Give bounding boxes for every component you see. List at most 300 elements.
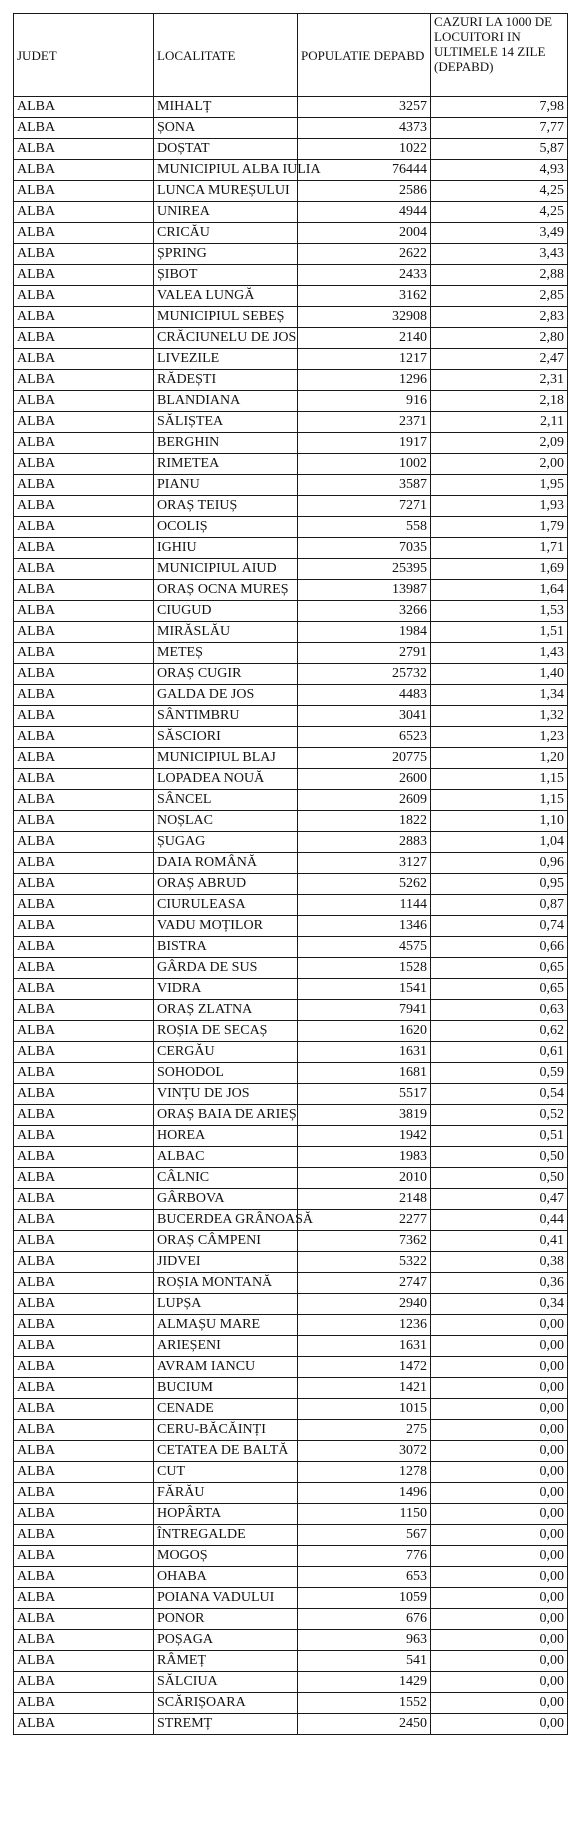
cell-populatie: 3127 — [298, 853, 431, 874]
table-row — [14, 685, 568, 706]
cell-cazuri: 1,20 — [431, 748, 568, 769]
cell-populatie: 1144 — [298, 895, 431, 916]
table-row — [14, 727, 568, 748]
cell-populatie: 2609 — [298, 790, 431, 811]
cell-localitate: RĂDEȘTI — [154, 370, 298, 391]
cell-localitate: CÂLNIC — [154, 1168, 298, 1189]
table-row — [14, 517, 568, 538]
table-row — [14, 1336, 568, 1357]
cell-populatie: 1015 — [298, 1399, 431, 1420]
cell-judet: ALBA — [14, 853, 154, 874]
cell-localitate: CETATEA DE BALTĂ — [154, 1441, 298, 1462]
cell-judet: ALBA — [14, 1063, 154, 1084]
cell-cazuri: 2,31 — [431, 370, 568, 391]
cell-localitate: MOGOȘ — [154, 1546, 298, 1567]
cell-judet: ALBA — [14, 517, 154, 538]
cell-judet: ALBA — [14, 1525, 154, 1546]
cell-populatie: 1472 — [298, 1357, 431, 1378]
cell-populatie: 4483 — [298, 685, 431, 706]
table-row — [14, 706, 568, 727]
cell-cazuri: 1,40 — [431, 664, 568, 685]
cell-cazuri: 0,38 — [431, 1252, 568, 1273]
cell-localitate: ORAȘ CUGIR — [154, 664, 298, 685]
table-row — [14, 1651, 568, 1672]
cell-localitate: MIRĂSLĂU — [154, 622, 298, 643]
table-row — [14, 1504, 568, 1525]
table-row — [14, 559, 568, 580]
cell-cazuri: 1,15 — [431, 769, 568, 790]
table-row — [14, 412, 568, 433]
table-row — [14, 769, 568, 790]
cell-cazuri: 0,00 — [431, 1714, 568, 1735]
cell-populatie: 1217 — [298, 349, 431, 370]
cell-cazuri: 3,49 — [431, 223, 568, 244]
header-row — [14, 14, 568, 97]
table-row — [14, 1672, 568, 1693]
cell-localitate: PONOR — [154, 1609, 298, 1630]
cell-judet: ALBA — [14, 1378, 154, 1399]
cell-localitate: IGHIU — [154, 538, 298, 559]
cell-localitate: ȘONA — [154, 118, 298, 139]
cell-judet: ALBA — [14, 706, 154, 727]
cell-localitate: CIUGUD — [154, 601, 298, 622]
cell-cazuri: 0,63 — [431, 1000, 568, 1021]
cell-cazuri: 0,00 — [431, 1609, 568, 1630]
cell-localitate: MUNICIPIUL AIUD — [154, 559, 298, 580]
table-row — [14, 1378, 568, 1399]
cell-localitate: GALDA DE JOS — [154, 685, 298, 706]
table-body — [14, 97, 568, 1735]
table-row — [14, 664, 568, 685]
cell-localitate: ALMAȘU MARE — [154, 1315, 298, 1336]
cell-cazuri: 0,61 — [431, 1042, 568, 1063]
cell-cazuri: 1,51 — [431, 622, 568, 643]
cell-populatie: 5517 — [298, 1084, 431, 1105]
cell-cazuri: 1,79 — [431, 517, 568, 538]
cell-judet: ALBA — [14, 1672, 154, 1693]
table-row — [14, 895, 568, 916]
cell-populatie: 4373 — [298, 118, 431, 139]
cell-populatie: 7271 — [298, 496, 431, 517]
cell-cazuri: 1,71 — [431, 538, 568, 559]
cell-cazuri: 0,34 — [431, 1294, 568, 1315]
cell-cazuri: 0,00 — [431, 1651, 568, 1672]
table-row — [14, 118, 568, 139]
cell-populatie: 32908 — [298, 307, 431, 328]
cell-populatie: 13987 — [298, 580, 431, 601]
cell-localitate: GÂRDA DE SUS — [154, 958, 298, 979]
cell-cazuri: 0,65 — [431, 958, 568, 979]
covid-incidence-table — [13, 13, 568, 1735]
table-row — [14, 853, 568, 874]
cell-populatie: 3072 — [298, 1441, 431, 1462]
cell-populatie: 1496 — [298, 1483, 431, 1504]
cell-judet: ALBA — [14, 454, 154, 475]
table-row — [14, 496, 568, 517]
cell-judet: ALBA — [14, 685, 154, 706]
cell-localitate: BISTRA — [154, 937, 298, 958]
cell-localitate: ORAȘ CÂMPENI — [154, 1231, 298, 1252]
cell-populatie: 2600 — [298, 769, 431, 790]
cell-localitate: ARIEȘENI — [154, 1336, 298, 1357]
cell-cazuri: 2,00 — [431, 454, 568, 475]
cell-judet: ALBA — [14, 1714, 154, 1735]
cell-populatie: 1984 — [298, 622, 431, 643]
cell-cazuri: 0,44 — [431, 1210, 568, 1231]
cell-judet: ALBA — [14, 895, 154, 916]
cell-localitate: MUNICIPIUL ALBA IULIA — [154, 160, 298, 181]
cell-populatie: 2277 — [298, 1210, 431, 1231]
cell-judet: ALBA — [14, 202, 154, 223]
cell-localitate: VINȚU DE JOS — [154, 1084, 298, 1105]
table-row — [14, 265, 568, 286]
cell-populatie: 1528 — [298, 958, 431, 979]
table-row — [14, 1609, 568, 1630]
table-row — [14, 328, 568, 349]
table-row — [14, 1483, 568, 1504]
cell-populatie: 1296 — [298, 370, 431, 391]
cell-populatie: 3041 — [298, 706, 431, 727]
cell-cazuri: 2,47 — [431, 349, 568, 370]
cell-populatie: 2622 — [298, 244, 431, 265]
cell-cazuri: 0,87 — [431, 895, 568, 916]
cell-populatie: 2791 — [298, 643, 431, 664]
cell-populatie: 20775 — [298, 748, 431, 769]
cell-populatie: 7362 — [298, 1231, 431, 1252]
cell-populatie: 1278 — [298, 1462, 431, 1483]
cell-localitate: POȘAGA — [154, 1630, 298, 1651]
cell-localitate: SÂNCEL — [154, 790, 298, 811]
cell-cazuri: 1,10 — [431, 811, 568, 832]
cell-localitate: ORAȘ ABRUD — [154, 874, 298, 895]
table-row — [14, 160, 568, 181]
cell-cazuri: 4,25 — [431, 202, 568, 223]
cell-judet: ALBA — [14, 1420, 154, 1441]
cell-populatie: 2148 — [298, 1189, 431, 1210]
cell-localitate: CRICĂU — [154, 223, 298, 244]
cell-localitate: MIHALȚ — [154, 97, 298, 118]
cell-localitate: DOȘTAT — [154, 139, 298, 160]
header-populatie: POPULATIE DEPABD — [298, 14, 431, 97]
cell-judet: ALBA — [14, 622, 154, 643]
cell-localitate: ÎNTREGALDE — [154, 1525, 298, 1546]
cell-localitate: MUNICIPIUL SEBEȘ — [154, 307, 298, 328]
cell-localitate: RÂMEȚ — [154, 1651, 298, 1672]
cell-judet: ALBA — [14, 916, 154, 937]
cell-cazuri: 0,74 — [431, 916, 568, 937]
cell-cazuri: 0,47 — [431, 1189, 568, 1210]
cell-localitate: OCOLIȘ — [154, 517, 298, 538]
cell-judet: ALBA — [14, 1315, 154, 1336]
cell-judet: ALBA — [14, 1042, 154, 1063]
cell-judet: ALBA — [14, 181, 154, 202]
cell-localitate: CENADE — [154, 1399, 298, 1420]
cell-judet: ALBA — [14, 1189, 154, 1210]
table-row — [14, 1525, 568, 1546]
cell-cazuri: 1,93 — [431, 496, 568, 517]
table-row — [14, 181, 568, 202]
cell-populatie: 2010 — [298, 1168, 431, 1189]
cell-judet: ALBA — [14, 97, 154, 118]
cell-cazuri: 0,00 — [431, 1315, 568, 1336]
cell-populatie: 4944 — [298, 202, 431, 223]
cell-localitate: ȘPRING — [154, 244, 298, 265]
cell-judet: ALBA — [14, 265, 154, 286]
cell-populatie: 6523 — [298, 727, 431, 748]
cell-judet: ALBA — [14, 1693, 154, 1714]
table-row — [14, 1147, 568, 1168]
cell-populatie: 653 — [298, 1567, 431, 1588]
table-header — [14, 14, 568, 97]
cell-cazuri: 0,54 — [431, 1084, 568, 1105]
cell-cazuri: 0,00 — [431, 1462, 568, 1483]
table-row — [14, 1399, 568, 1420]
cell-judet: ALBA — [14, 1000, 154, 1021]
table-row — [14, 97, 568, 118]
cell-populatie: 3587 — [298, 475, 431, 496]
table-row — [14, 244, 568, 265]
cell-cazuri: 0,50 — [431, 1147, 568, 1168]
cell-cazuri: 0,65 — [431, 979, 568, 1000]
cell-populatie: 2450 — [298, 1714, 431, 1735]
table-row — [14, 307, 568, 328]
cell-cazuri: 2,85 — [431, 286, 568, 307]
table-row — [14, 1693, 568, 1714]
cell-cazuri: 3,43 — [431, 244, 568, 265]
cell-judet: ALBA — [14, 475, 154, 496]
cell-judet: ALBA — [14, 748, 154, 769]
cell-cazuri: 0,00 — [431, 1504, 568, 1525]
table-row — [14, 622, 568, 643]
cell-judet: ALBA — [14, 1294, 154, 1315]
table-row — [14, 1420, 568, 1441]
cell-populatie: 3257 — [298, 97, 431, 118]
cell-cazuri: 2,09 — [431, 433, 568, 454]
cell-cazuri: 2,80 — [431, 328, 568, 349]
cell-localitate: HOPÂRTA — [154, 1504, 298, 1525]
cell-cazuri: 0,66 — [431, 937, 568, 958]
table-row — [14, 1588, 568, 1609]
cell-localitate: STREMȚ — [154, 1714, 298, 1735]
table-row — [14, 958, 568, 979]
cell-localitate: SÂNTIMBRU — [154, 706, 298, 727]
cell-judet: ALBA — [14, 1630, 154, 1651]
cell-cazuri: 0,00 — [431, 1630, 568, 1651]
table-row — [14, 475, 568, 496]
cell-cazuri: 0,96 — [431, 853, 568, 874]
cell-localitate: POIANA VADULUI — [154, 1588, 298, 1609]
cell-localitate: SCĂRIȘOARA — [154, 1693, 298, 1714]
cell-cazuri: 0,00 — [431, 1441, 568, 1462]
cell-localitate: SĂLIȘTEA — [154, 412, 298, 433]
cell-cazuri: 0,52 — [431, 1105, 568, 1126]
cell-judet: ALBA — [14, 1483, 154, 1504]
table-row — [14, 1231, 568, 1252]
cell-cazuri: 0,00 — [431, 1567, 568, 1588]
cell-cazuri: 1,04 — [431, 832, 568, 853]
cell-localitate: BUCIUM — [154, 1378, 298, 1399]
cell-populatie: 1429 — [298, 1672, 431, 1693]
cell-judet: ALBA — [14, 1588, 154, 1609]
cell-localitate: UNIREA — [154, 202, 298, 223]
cell-localitate: PIANU — [154, 475, 298, 496]
cell-cazuri: 0,00 — [431, 1588, 568, 1609]
cell-judet: ALBA — [14, 412, 154, 433]
cell-populatie: 558 — [298, 517, 431, 538]
table-row — [14, 811, 568, 832]
cell-populatie: 1150 — [298, 1504, 431, 1525]
table-row — [14, 1189, 568, 1210]
cell-judet: ALBA — [14, 1546, 154, 1567]
cell-cazuri: 0,00 — [431, 1672, 568, 1693]
table-row — [14, 979, 568, 1000]
cell-localitate: OHABA — [154, 1567, 298, 1588]
cell-cazuri: 1,95 — [431, 475, 568, 496]
cell-populatie: 25732 — [298, 664, 431, 685]
table-row — [14, 1063, 568, 1084]
table-row — [14, 286, 568, 307]
cell-cazuri: 2,83 — [431, 307, 568, 328]
cell-judet: ALBA — [14, 433, 154, 454]
cell-populatie: 1541 — [298, 979, 431, 1000]
cell-cazuri: 1,34 — [431, 685, 568, 706]
cell-judet: ALBA — [14, 1147, 154, 1168]
cell-populatie: 1631 — [298, 1336, 431, 1357]
header-cazuri: CAZURI LA 1000 DE LOCUITORI IN ULTIMELE 14 ZILE (DEPABD) — [431, 14, 568, 97]
table-row — [14, 1021, 568, 1042]
cell-judet: ALBA — [14, 496, 154, 517]
cell-populatie: 1552 — [298, 1693, 431, 1714]
cell-cazuri: 1,43 — [431, 643, 568, 664]
cell-judet: ALBA — [14, 160, 154, 181]
cell-populatie: 275 — [298, 1420, 431, 1441]
cell-judet: ALBA — [14, 1105, 154, 1126]
cell-populatie: 963 — [298, 1630, 431, 1651]
cell-localitate: ORAȘ BAIA DE ARIEȘ — [154, 1105, 298, 1126]
cell-cazuri: 0,51 — [431, 1126, 568, 1147]
table-row — [14, 1000, 568, 1021]
cell-localitate: HOREA — [154, 1126, 298, 1147]
cell-judet: ALBA — [14, 559, 154, 580]
cell-cazuri: 1,53 — [431, 601, 568, 622]
cell-cazuri: 1,64 — [431, 580, 568, 601]
cell-localitate: FĂRĂU — [154, 1483, 298, 1504]
cell-localitate: ALBAC — [154, 1147, 298, 1168]
cell-judet: ALBA — [14, 790, 154, 811]
cell-judet: ALBA — [14, 391, 154, 412]
cell-localitate: GÂRBOVA — [154, 1189, 298, 1210]
header-judet: JUDET — [14, 14, 154, 97]
table-row — [14, 1252, 568, 1273]
cell-populatie: 1942 — [298, 1126, 431, 1147]
cell-localitate: ORAȘ ZLATNA — [154, 1000, 298, 1021]
cell-cazuri: 0,00 — [431, 1357, 568, 1378]
cell-cazuri: 0,59 — [431, 1063, 568, 1084]
table-row — [14, 874, 568, 895]
cell-judet: ALBA — [14, 1609, 154, 1630]
table-row — [14, 1462, 568, 1483]
cell-localitate: SĂLCIUA — [154, 1672, 298, 1693]
cell-populatie: 1620 — [298, 1021, 431, 1042]
cell-populatie: 1236 — [298, 1315, 431, 1336]
table-row — [14, 433, 568, 454]
cell-populatie: 7035 — [298, 538, 431, 559]
cell-judet: ALBA — [14, 832, 154, 853]
cell-populatie: 2371 — [298, 412, 431, 433]
cell-judet: ALBA — [14, 370, 154, 391]
cell-judet: ALBA — [14, 286, 154, 307]
cell-populatie: 2140 — [298, 328, 431, 349]
cell-localitate: MUNICIPIUL BLAJ — [154, 748, 298, 769]
cell-cazuri: 7,77 — [431, 118, 568, 139]
cell-localitate: DAIA ROMÂNĂ — [154, 853, 298, 874]
cell-localitate: BUCERDEA GRÂNOASĂ — [154, 1210, 298, 1231]
cell-localitate: VALEA LUNGĂ — [154, 286, 298, 307]
cell-cazuri: 0,36 — [431, 1273, 568, 1294]
cell-cazuri: 7,98 — [431, 97, 568, 118]
cell-populatie: 2747 — [298, 1273, 431, 1294]
table-row — [14, 454, 568, 475]
cell-cazuri: 1,69 — [431, 559, 568, 580]
cell-localitate: CUT — [154, 1462, 298, 1483]
table-row — [14, 1105, 568, 1126]
cell-cazuri: 2,88 — [431, 265, 568, 286]
cell-localitate: ROȘIA DE SECAȘ — [154, 1021, 298, 1042]
table-row — [14, 1546, 568, 1567]
cell-judet: ALBA — [14, 1021, 154, 1042]
cell-judet: ALBA — [14, 1126, 154, 1147]
cell-judet: ALBA — [14, 328, 154, 349]
cell-judet: ALBA — [14, 1651, 154, 1672]
cell-cazuri: 0,00 — [431, 1693, 568, 1714]
cell-populatie: 5322 — [298, 1252, 431, 1273]
cell-localitate: LUNCA MUREȘULUI — [154, 181, 298, 202]
table-row — [14, 1042, 568, 1063]
cell-populatie: 1421 — [298, 1378, 431, 1399]
cell-populatie: 2586 — [298, 181, 431, 202]
table-row — [14, 1441, 568, 1462]
cell-judet: ALBA — [14, 1399, 154, 1420]
cell-cazuri: 2,18 — [431, 391, 568, 412]
table-row — [14, 937, 568, 958]
cell-populatie: 4575 — [298, 937, 431, 958]
cell-populatie: 1681 — [298, 1063, 431, 1084]
cell-cazuri: 4,25 — [431, 181, 568, 202]
table-row — [14, 139, 568, 160]
cell-localitate: ȘIBOT — [154, 265, 298, 286]
cell-cazuri: 0,95 — [431, 874, 568, 895]
cell-cazuri: 0,00 — [431, 1483, 568, 1504]
cell-populatie: 1346 — [298, 916, 431, 937]
cell-cazuri: 0,00 — [431, 1399, 568, 1420]
table-row — [14, 1168, 568, 1189]
cell-populatie: 2433 — [298, 265, 431, 286]
cell-judet: ALBA — [14, 244, 154, 265]
cell-judet: ALBA — [14, 1084, 154, 1105]
cell-populatie: 3819 — [298, 1105, 431, 1126]
cell-localitate: CIURULEASA — [154, 895, 298, 916]
cell-judet: ALBA — [14, 1504, 154, 1525]
table-row — [14, 202, 568, 223]
cell-judet: ALBA — [14, 769, 154, 790]
cell-judet: ALBA — [14, 1231, 154, 1252]
cell-judet: ALBA — [14, 937, 154, 958]
cell-judet: ALBA — [14, 1168, 154, 1189]
cell-localitate: VADU MOȚILOR — [154, 916, 298, 937]
cell-localitate: LUPȘA — [154, 1294, 298, 1315]
cell-populatie: 567 — [298, 1525, 431, 1546]
cell-populatie: 2940 — [298, 1294, 431, 1315]
